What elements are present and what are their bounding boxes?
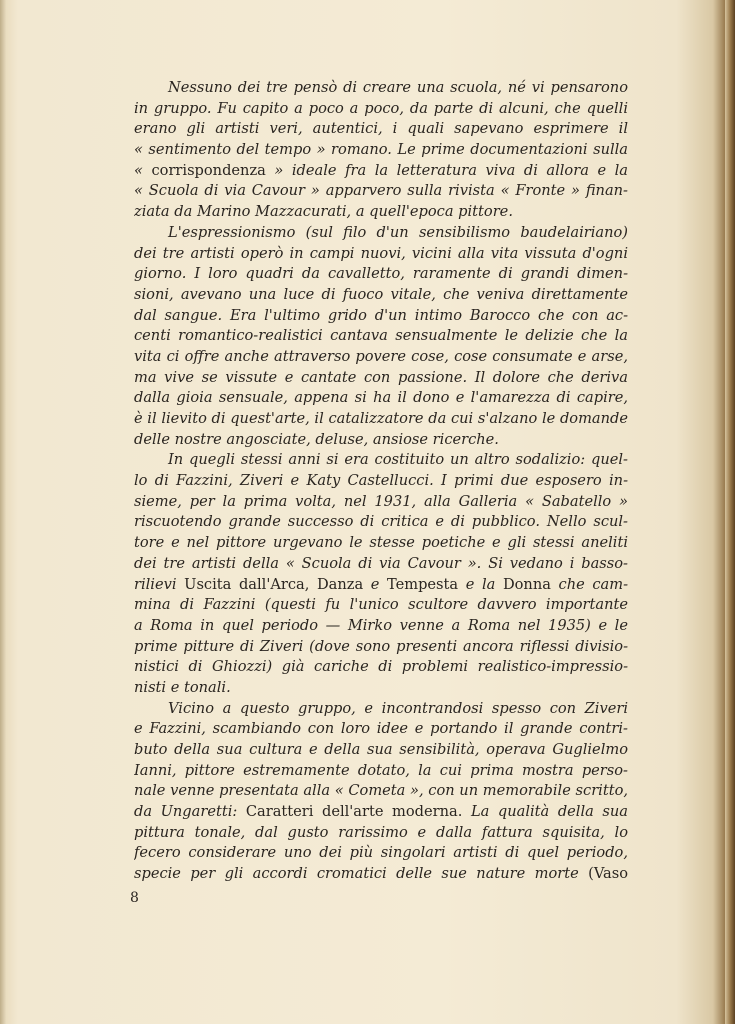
italic-text: nistici di Ghiozzi) già cariche di problemi realistico-impressio- [134,658,628,676]
italic-text: dei tre artisti della « Scuola di via Cavour ». Si vedano i basso- [134,554,628,572]
text-line [134,575,628,596]
text-line [134,78,628,99]
italic-text: vita ci offre anche attraverso povere cose, cose consumate e arse, [134,347,628,365]
text-line [134,223,628,244]
italic-text: e la [458,575,503,593]
text-line [134,181,628,202]
page-left-edge [0,0,6,1024]
italic-text: « Scuola di via Cavour » apparvero sulla rivista « Fronte » finan- [134,182,628,200]
italic-text: in gruppo. Fu capito a poco a poco, da parte di alcuni, che quelli [134,99,628,117]
text-line [134,637,628,658]
italic-text: « sentimento del tempo » romano. Le prime documentazioni sulla [134,141,628,159]
upright-text: Caratteri dell'arte moderna. [245,803,463,821]
italic-text: nisti e tonali. [134,678,231,696]
text-line [134,492,628,513]
italic-text: è il lievito di quest'arte, il catalizzatore da cui s'alzano le domande [134,410,628,427]
italic-text: a Roma in quel periodo — Mirko venne a Roma nel 1935) e le [134,616,628,634]
paragraph [134,450,628,698]
text-line [134,719,628,740]
italic-text: da Ungaretti: [134,803,246,821]
text-line [134,430,628,451]
italic-text: erano gli artisti veri, autentici, i quali sapevano esprimere il [134,120,628,138]
italic-text: che cam- [550,575,628,593]
text-line [134,264,628,285]
italic-text: « [134,161,152,179]
italic-text: prime pitture di Ziveri (dove sono presenti ancora riflessi divisio- [134,637,628,655]
text-line [134,285,628,306]
italic-text: dei tre artisti operò in campi nuovi, vicini alla vita vissuta d'ogni [134,244,628,262]
italic-text: L'espressionismo (sul filo d'un sensibilismo baudelairiano) [168,223,628,241]
italic-text: sieme, per la prima volta, nel 1931, alla Galleria « Sabatello » [134,492,628,510]
italic-text: e [363,575,387,593]
text-line [134,161,628,182]
text-line [134,781,628,802]
text-line [134,306,628,327]
italic-text: sioni, avevano una luce di fuoco vitale, che veniva direttamente [134,285,628,303]
italic-text: Vicino a questo gruppo, e incontrandosi spesso con Ziveri [168,699,628,717]
italic-text: rilievi [134,575,185,593]
italic-text: dalla gioia sensuale, appena si ha il dono e l'amarezza di capire, [134,389,628,407]
text-line [134,326,628,347]
italic-text: tore e nel pittore urgevano le stesse poetiche e gli stessi aneliti [134,534,628,552]
italic-text: delle nostre angosciate, deluse, ansiose ricerche. [134,430,499,448]
text-line [134,512,628,533]
text-line [134,823,628,844]
body-text [134,78,628,885]
paragraph [134,699,628,885]
upright-text: (Vaso [588,865,628,883]
text-line [134,864,628,885]
text-line [134,244,628,265]
italic-text: nale venne presentata alla « Cometa », con un memorabile scritto, [134,782,628,800]
italic-text: ziata da Marino Mazzacurati, a quell'epoca pittore. [134,203,513,221]
text-line [134,554,628,575]
italic-text: pittura tonale, dal gusto rarissimo e dalla fattura squisita, lo [134,823,628,841]
text-line [134,99,628,120]
text-line [134,802,628,823]
upright-text: corrispondenza [151,161,266,179]
text-line [134,368,628,389]
text-line [134,202,628,223]
italic-text: giorno. I loro quadri da cavalletto, raramente di grandi dimen- [134,265,628,283]
page-number: 8 [130,890,139,906]
italic-text: dal sangue. Era l'ultimo grido d'un intimo Barocco che con ac- [134,306,628,324]
italic-text: lo di Fazzini, Ziveri e Katy Castellucci. I primi due esposero in- [134,472,628,490]
italic-text: La qualità della sua [462,803,628,821]
upright-text: Donna [502,575,551,593]
text-line [134,740,628,761]
italic-text: Nessuno dei tre pensò di creare una scuola, né vi pensarono [168,79,628,96]
text-line [134,595,628,616]
text-line [134,471,628,492]
italic-text: e Fazzini, scambiando con loro idee e portando il grande contri- [134,720,628,738]
italic-text: Ianni, pittore estremamente dotato, la cui prima mostra perso- [134,761,628,779]
italic-text: In quegli stessi anni si era costituito un altro sodalizio: quel- [168,451,628,469]
text-line [134,119,628,140]
text-line [134,678,628,699]
paragraph [134,78,628,223]
paragraph [134,223,628,451]
text-line [134,616,628,637]
text-line [134,761,628,782]
text-line [134,140,628,161]
upright-text: Uscita dall'Arca, Danza [184,575,364,593]
italic-text: mina di Fazzini (questi fu l'unico scultore davvero importante [134,596,628,614]
text-line [134,657,628,678]
italic-text: centi romantico-realistici cantava sensualmente le delizie che la [134,327,628,345]
italic-text: specie per gli accordi cromatici delle sue nature morte [134,865,589,883]
text-line [134,843,628,864]
book-spine-shadow [725,0,735,1024]
text-line [134,347,628,368]
text-line [134,533,628,554]
italic-text: ma vive se vissute e cantate con passione. Il dolore che deriva [134,368,628,386]
text-line [134,409,628,430]
italic-text: fecero considerare uno dei più singolari artisti di quel periodo, [134,844,628,862]
upright-text: Tempesta [387,575,459,593]
italic-text: riscuotendo grande successo di critica e di pubblico. Nello scul- [134,513,628,531]
italic-text: buto della sua cultura e della sua sensibilità, operava Guglielmo [134,741,628,758]
text-line [134,699,628,720]
text-line [134,450,628,471]
italic-text: » ideale fra la letteratura viva di allora e la [265,161,628,179]
text-line [134,388,628,409]
